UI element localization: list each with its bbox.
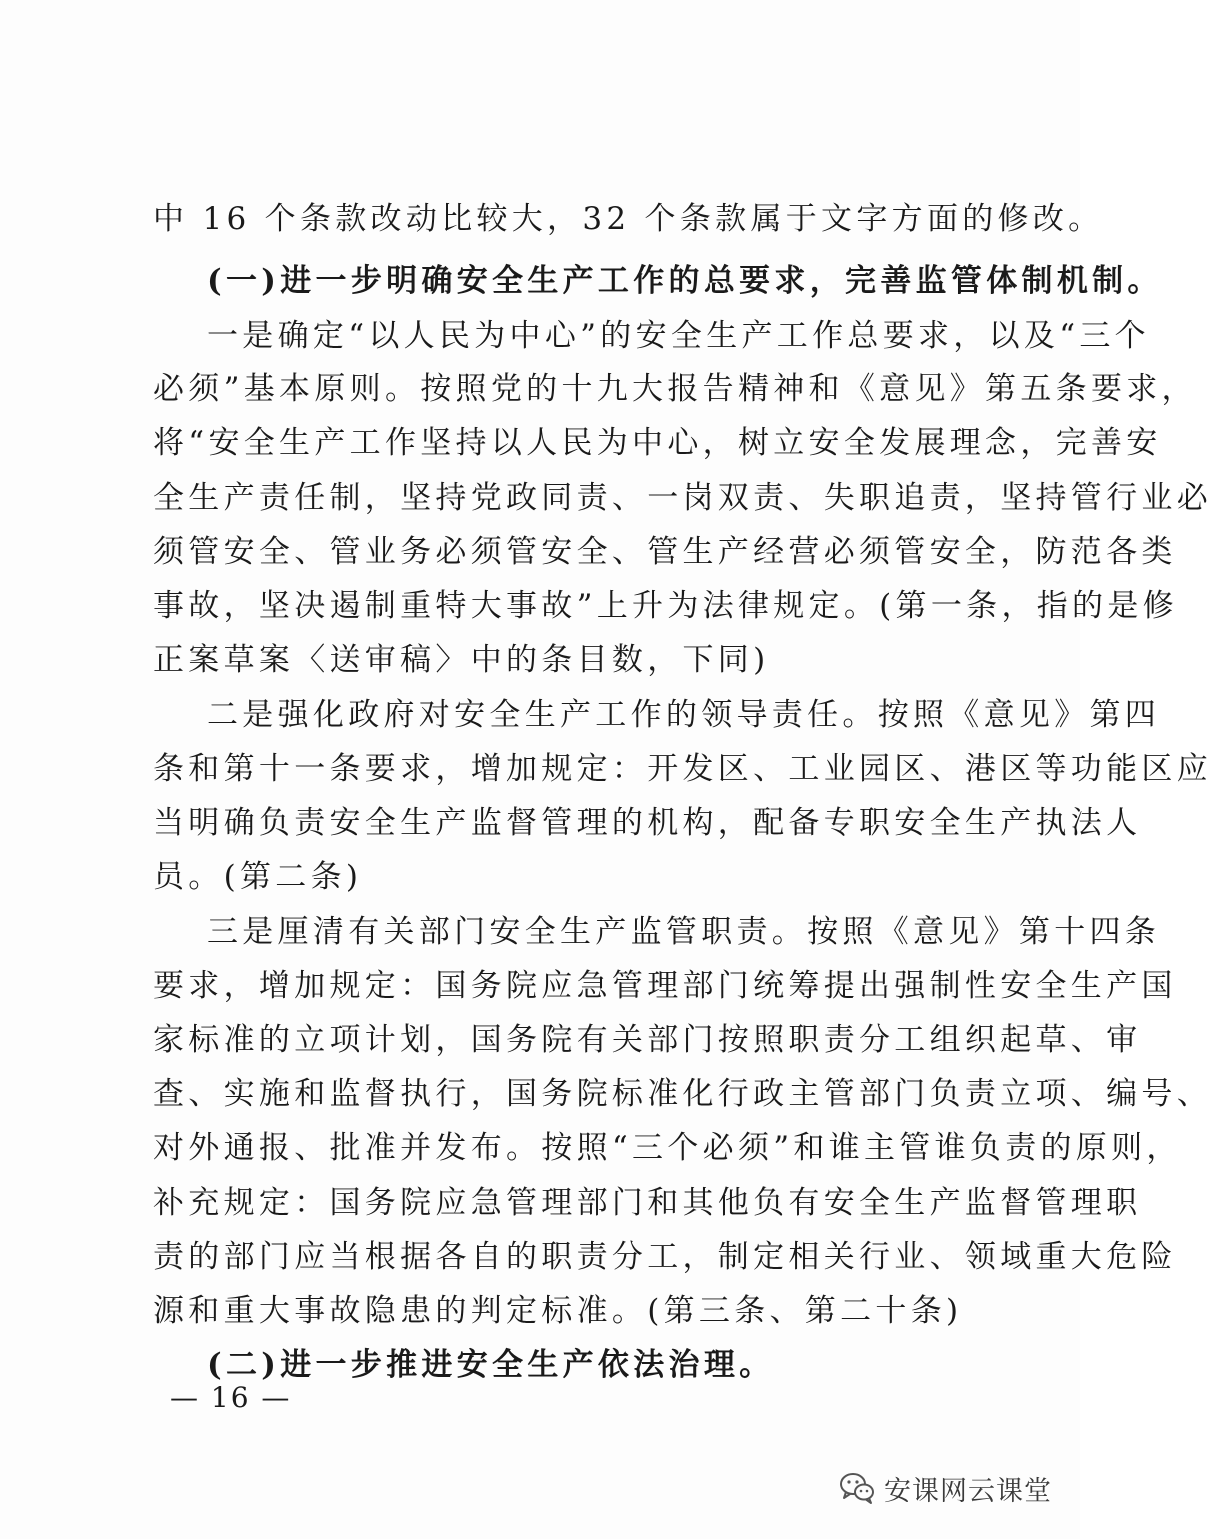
text-line-20: 责的部门应当根据各自的职责分工，制定相关行业、领域重大危险: [153, 1239, 1177, 1275]
text-line-19: 补充规定：国务院应急管理部门和其他负有安全生产监督管理职: [153, 1185, 1142, 1221]
text-line-18: 对外通报、批准并发布。按照“三个必须”和谁主管谁负责的原则，: [153, 1130, 1182, 1166]
text-line-8: 事故，坚决遏制重特大事故”上升为法律规定。(第一条，指的是修: [153, 588, 1178, 624]
text-line-3: 一是确定“以人民为中心”的安全生产工作总要求，以及“三个: [207, 318, 1150, 354]
section-heading-1: (一)进一步明确安全生产工作的总要求，完善监管体制机制。: [207, 263, 1163, 299]
text-line-9: 正案草案〈送审稿〉中的条目数，下同): [153, 642, 770, 678]
text-line-15: 要求，增加规定：国务院应急管理部门统筹提出强制性安全生产国: [153, 968, 1177, 1004]
text-line-17: 查、实施和监督执行，国务院标准化行政主管部门负责立项、编号、: [153, 1076, 1212, 1112]
text-line-14: 三是厘清有关部门安全生产监管职责。按照《意见》第十四条: [207, 914, 1161, 950]
text-line-16: 家标准的立项计划，国务院有关部门按照职责分工组织起草、审: [153, 1022, 1142, 1058]
text-line-1: 中 16 个条款改动比较大，32 个条款属于文字方面的修改。: [153, 201, 1104, 237]
text-line-12: 当明确负责安全生产监督管理的机构，配备专职安全生产执法人: [153, 805, 1142, 841]
text-line-13: 员。(第二条): [153, 859, 363, 895]
text-line-21: 源和重大事故隐患的判定标准。(第三条、第二十条): [153, 1293, 963, 1329]
section-heading-2: (二)进一步推进安全生产依法治理。: [207, 1347, 775, 1383]
text-line-7: 须管安全、管业务必须管安全、管生产经营必须管安全，防范各类: [153, 534, 1177, 570]
text-line-10: 二是强化政府对安全生产工作的领导责任。按照《意见》第四: [207, 697, 1161, 733]
watermark: [838, 1468, 1052, 1508]
text-line-5: 将“安全生产工作坚持以人民为中心，树立安全发展理念，完善安: [153, 425, 1162, 461]
text-line-6: 全生产责任制，坚持党政同责、一岗双责、失职追责，坚持管行业必: [153, 480, 1212, 516]
text-line-4: 必须”基本原则。按照党的十九大报告精神和《意见》第五条要求，: [153, 371, 1197, 407]
text-line-11: 条和第十一条要求，增加规定：开发区、工业园区、港区等功能区应: [153, 751, 1212, 787]
wechat-icon: [838, 1471, 876, 1505]
watermark-text: 安课网云课堂: [884, 1475, 1052, 1507]
page-number: — 16 —: [170, 1381, 292, 1414]
